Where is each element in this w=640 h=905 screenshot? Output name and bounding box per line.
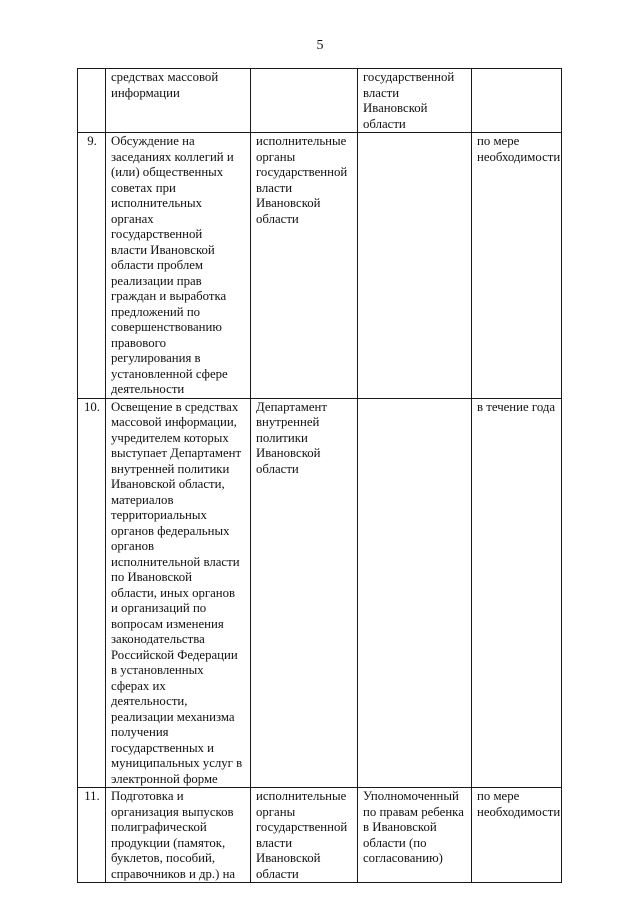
cell-text-line: граждан и выработка (111, 289, 227, 303)
deadline-cell (472, 133, 562, 399)
deadline-cell (472, 788, 562, 883)
cell-text-line: исполнительные (256, 134, 347, 148)
cell-text-line: по Ивановской (111, 570, 192, 584)
cell-text-line: области (363, 116, 406, 131)
cell-text-line: необходимости (477, 804, 561, 819)
cell-text-line: власти (363, 85, 400, 100)
cell-text-line: области (256, 461, 299, 476)
cell-text-line: государственных и (111, 740, 214, 755)
cell-text-line: Российской Федерации (111, 647, 238, 662)
cell-text-line: массовой информации, (111, 415, 237, 429)
cell-text-line: власти (256, 835, 293, 850)
cell-text-line: необходимости (477, 149, 561, 164)
cell-text-line: Департамент (256, 399, 327, 414)
cell-text-line: Подготовка и (111, 789, 184, 803)
cell-text-line: реализации механизма (111, 709, 235, 724)
deadline-cell (472, 398, 562, 788)
item-number-cell (78, 69, 106, 133)
page-number: 5 (316, 38, 324, 53)
item-number-text: 11. (84, 789, 100, 803)
cell-text-line: получения (111, 725, 169, 739)
cell-text-line: государственной (256, 820, 348, 834)
responsible-executors-cell (251, 398, 358, 788)
cell-text-line: советах при (111, 180, 176, 195)
cell-text-line: органах (111, 211, 154, 226)
cell-text-line: по мере (477, 789, 520, 803)
item-number-cell (78, 788, 106, 883)
item-number-cell (78, 398, 106, 788)
responsible-executors-cell (251, 69, 358, 133)
cell-text-line: Ивановской (256, 851, 321, 865)
cell-text-line: органы (256, 149, 296, 164)
cell-text-line: муниципальных услуг в (111, 756, 243, 770)
co-executors-cell (358, 133, 472, 399)
co-executors-cell (358, 69, 472, 133)
cell-text-line: власти (256, 180, 293, 195)
cell-text-line: (или) общественных (111, 165, 224, 179)
cell-text-line: по мере (477, 134, 520, 148)
cell-text-line: органы (256, 804, 296, 819)
cell-text-line: реализации прав (111, 273, 202, 288)
measure-description-cell (106, 398, 251, 788)
cell-text-line: государственной (256, 165, 348, 179)
cell-text-line: деятельности (111, 382, 185, 396)
table-row (78, 398, 562, 788)
cell-text-line: Уполномоченный (363, 789, 459, 803)
responsible-executors-cell (251, 133, 358, 399)
cell-text-line: области (256, 866, 299, 881)
cell-text-line: внутренней политики (111, 461, 230, 476)
cell-text-line: в Ивановской (363, 820, 437, 834)
cell-text-line: правового (111, 335, 166, 350)
responsible-executors-cell (251, 788, 358, 883)
measures-table (77, 68, 562, 883)
cell-text-line: законодательства (111, 632, 205, 646)
cell-text-line: учредителем которых (111, 430, 229, 445)
cell-text-line: электронной форме (111, 771, 218, 786)
item-number-text: 10. (84, 399, 100, 414)
cell-text-line: политики (256, 430, 308, 445)
cell-text-line: органов (111, 539, 155, 553)
cell-text-line: государственной (363, 70, 455, 84)
measure-description-cell (106, 788, 251, 883)
cell-text-line: Ивановской области, (111, 477, 225, 491)
cell-text-line: государственной (111, 227, 203, 241)
cell-text-line: области (256, 211, 299, 226)
measure-description-cell (106, 69, 251, 133)
co-executors-cell (358, 398, 472, 788)
cell-text-line: Освещение в средствах (111, 399, 239, 414)
cell-text-line: установленной сфере (111, 366, 228, 381)
co-executors-cell (358, 788, 472, 883)
cell-text-line: регулирования в (111, 351, 201, 365)
table-row (78, 788, 562, 883)
cell-text-line: заседаниях коллегий и (111, 149, 234, 164)
cell-text-line: власти Ивановской (111, 242, 215, 257)
cell-text-line: предложений по (111, 304, 201, 319)
cell-text-line: территориальных (111, 508, 207, 522)
cell-text-line: справочников и др.) на (111, 866, 236, 881)
cell-text-line: согласованию) (363, 851, 443, 865)
table-row (78, 133, 562, 399)
cell-text-line: продукции (памяток, (111, 835, 226, 850)
cell-text-line: исполнительных (111, 196, 203, 210)
cell-text-line: деятельности, (111, 694, 188, 708)
cell-text-line: в установленных (111, 663, 204, 677)
cell-text-line: буклетов, пособий, (111, 851, 216, 865)
table-row (78, 69, 562, 133)
cell-text-line: по правам ребенка (363, 804, 464, 819)
cell-text-line: области (по (363, 835, 427, 850)
cell-text-line: области проблем (111, 258, 203, 272)
cell-text-line: организация выпусков (111, 804, 234, 819)
cell-text-line: органов федеральных (111, 523, 230, 538)
cell-text-line: материалов (111, 492, 174, 507)
measure-description-cell (106, 133, 251, 399)
cell-text-line: сферах их (111, 678, 166, 693)
cell-text-line: выступает Департамент (111, 446, 242, 460)
cell-text-line: полиграфической (111, 820, 207, 834)
cell-text-line: Ивановской (256, 196, 321, 210)
cell-text-line: Обсуждение на (111, 134, 195, 148)
item-number-text: 9. (87, 134, 97, 148)
cell-text-line: исполнительные (256, 789, 347, 803)
cell-text-line: области, иных органов (111, 585, 236, 600)
item-number-cell (78, 133, 106, 399)
cell-text-line: и организаций по (111, 601, 207, 615)
deadline-cell (472, 69, 562, 133)
cell-text-line: средствах массовой (111, 70, 219, 84)
cell-text-line: совершенствованию (111, 320, 222, 334)
cell-text-line: информации (111, 85, 180, 100)
cell-text-line: Ивановской (256, 446, 321, 460)
cell-text-line: внутренней (256, 415, 320, 429)
cell-text-line: вопросам изменения (111, 616, 224, 631)
cell-text-line: в течение года (477, 399, 556, 414)
cell-text-line: Ивановской (363, 101, 428, 115)
cell-text-line: исполнительной власти (111, 554, 240, 569)
